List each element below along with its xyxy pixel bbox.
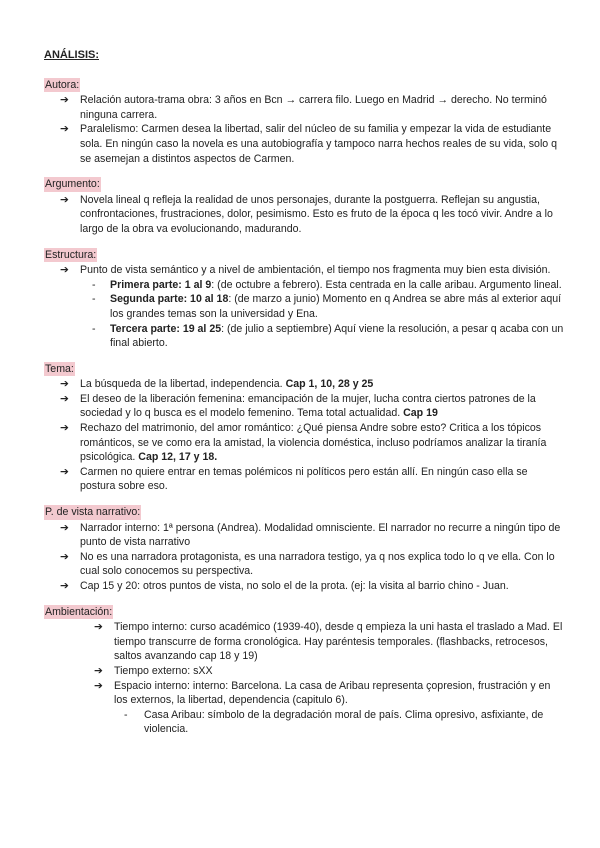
dash-icon: - <box>92 278 96 291</box>
document-page <box>44 48 564 748</box>
arrow-icon: ➔ <box>60 580 69 592</box>
section-heading-autora: Autora: <box>45 78 80 91</box>
section-heading-estructura: Estructura: <box>45 248 97 261</box>
arrow-icon: ➔ <box>60 378 69 391</box>
arrow-icon: ➔ <box>60 465 69 478</box>
sub-list-item: - Primera parte: 1 al 9: (de octubre a febrero). Esta centrada en la calle aribau. Argumento lineal. <box>92 278 562 291</box>
list-item: ➔ Espacio interno: interno: Barcelona. La casa de Aribau representa çopresion, frustración y en los externos, la libertad, dependencia (capitulo 6). <box>94 679 551 707</box>
section-vista <box>44 505 564 594</box>
arrow-icon: ➔ <box>60 521 69 534</box>
arrow-icon: ➔ <box>60 94 69 107</box>
section-estructura <box>44 248 564 351</box>
arrow-icon: ➔ <box>60 550 69 563</box>
sub-list-item: - Tercera parte: 19 al 25: (de julio a septiembre) Aquí viene la resolución, a pesar q acaba con un final abierto. <box>92 322 564 350</box>
arrow-icon: ➔ <box>60 264 69 277</box>
section-heading-vista: P. de vista narrativo: <box>45 506 141 519</box>
dash-icon: - <box>124 708 128 721</box>
list-item: ➔ Novela lineal q refleja la realidad de unos personajes, durante la postguerra. Reflejan su angustia, confrontaciones, frustraciones, dolor, pesimismo. Esto es fruto de la época q les tocó vivir. Andre a lo largo de la obra va evolucionando, madurando. <box>60 193 553 235</box>
arrow-icon: ➔ <box>60 422 69 435</box>
sub-list-item: - Segunda parte: 10 al 18: (de marzo a junio) Momento en q Andrea se abre más al exterior aquí los grandes temas son la universidad y Ena. <box>92 293 562 320</box>
section-autora <box>44 78 564 167</box>
section-heading-tema: Tema: <box>45 362 74 375</box>
dash-icon: - <box>92 322 96 335</box>
section-tema <box>44 362 564 494</box>
list-item: ➔ El deseo de la liberación femenina: emancipación de la mujer, lucha contra ciertos patrones de la sociedad y lo q busca es el modelo femenino. Tema total actualidad. Cap 19 <box>60 392 536 420</box>
arrow-icon: ➔ <box>94 664 103 677</box>
list-item: ➔ Tiempo externo: sXX <box>94 664 213 677</box>
list-item: ➔ Narrador interno: 1ª persona (Andrea). Modalidad omnisciente. El narrador no recurre a ningún tipo de punto de vista narrativo <box>60 521 561 549</box>
sub-list-item: - Casa Aribau: símbolo de la degradación moral de país. Clima opresivo, asfixiante, de violencia. <box>124 708 544 736</box>
list-item: ➔ No es una narradora protagonista, es una narradora testigo, ya q nos explica todo lo q ve ella. Con lo cual solo conocemos su perspectiva. <box>60 550 555 578</box>
section-ambientacion <box>44 605 564 737</box>
list-item: ➔ Carmen no quiere entrar en temas polémicos ni políticos pero están allí. En ningún caso ella se postura sobre eso. <box>60 465 528 493</box>
list-item: ➔ Punto de vista semántico y a nivel de ambientación, el tiempo nos fragmenta muy bien esta división. <box>60 264 551 277</box>
arrow-icon: ➔ <box>94 621 103 634</box>
list-item: ➔ Relación autora-trama obra: 3 años en Bcn → carrera filo. Luego en Madrid → derecho. No terminó ninguna carrera. <box>60 94 547 121</box>
section-heading-argumento: Argumento: <box>45 178 100 191</box>
list-item: ➔ Paralelismo: Carmen desea la libertad, salir del núcleo de su familia y empezar la vida de estudiante sola. En ningún caso la novela es una autobiografía y tampoco narra hechos reales de su vida, solo q se asemejan a distintos aspectos de Carmen. <box>60 123 558 165</box>
page-title: ANÁLISIS: <box>44 49 99 61</box>
list-item: ➔ Rechazo del matrimonio, del amor romántico: ¿Qué piensa Andre sobre esto? Critica a los tópicos románticos, se ve como era la amistad, la violencia doméstica, incluso podríamos analizar la tiranía psicológica. Cap 12, 17 y 18. <box>60 422 547 464</box>
section-heading-ambientacion: Ambientación: <box>45 605 113 618</box>
list-item: ➔ Cap 15 y 20: otros puntos de vista, no solo el de la prota. (ej: la visita al barrio chino - Juan. <box>60 580 509 592</box>
dash-icon: - <box>92 293 96 306</box>
arrow-icon: ➔ <box>60 193 69 206</box>
arrow-icon: ➔ <box>60 123 69 136</box>
arrow-icon: ➔ <box>60 392 69 405</box>
section-argumento <box>44 177 564 236</box>
list-item: ➔ La búsqueda de la libertad, independencia. Cap 1, 10, 28 y 25 <box>60 378 374 391</box>
arrow-icon: ➔ <box>94 679 103 692</box>
list-item: ➔ Tiempo interno: curso académico (1939-40), desde q empieza la uni hasta el traslado a Mad. El tiempo transcurre de forma cronológica. Hay paréntesis temporales. (flashbacks, retrocesos, saltos avanzando cap 18 y 19) <box>94 621 563 663</box>
